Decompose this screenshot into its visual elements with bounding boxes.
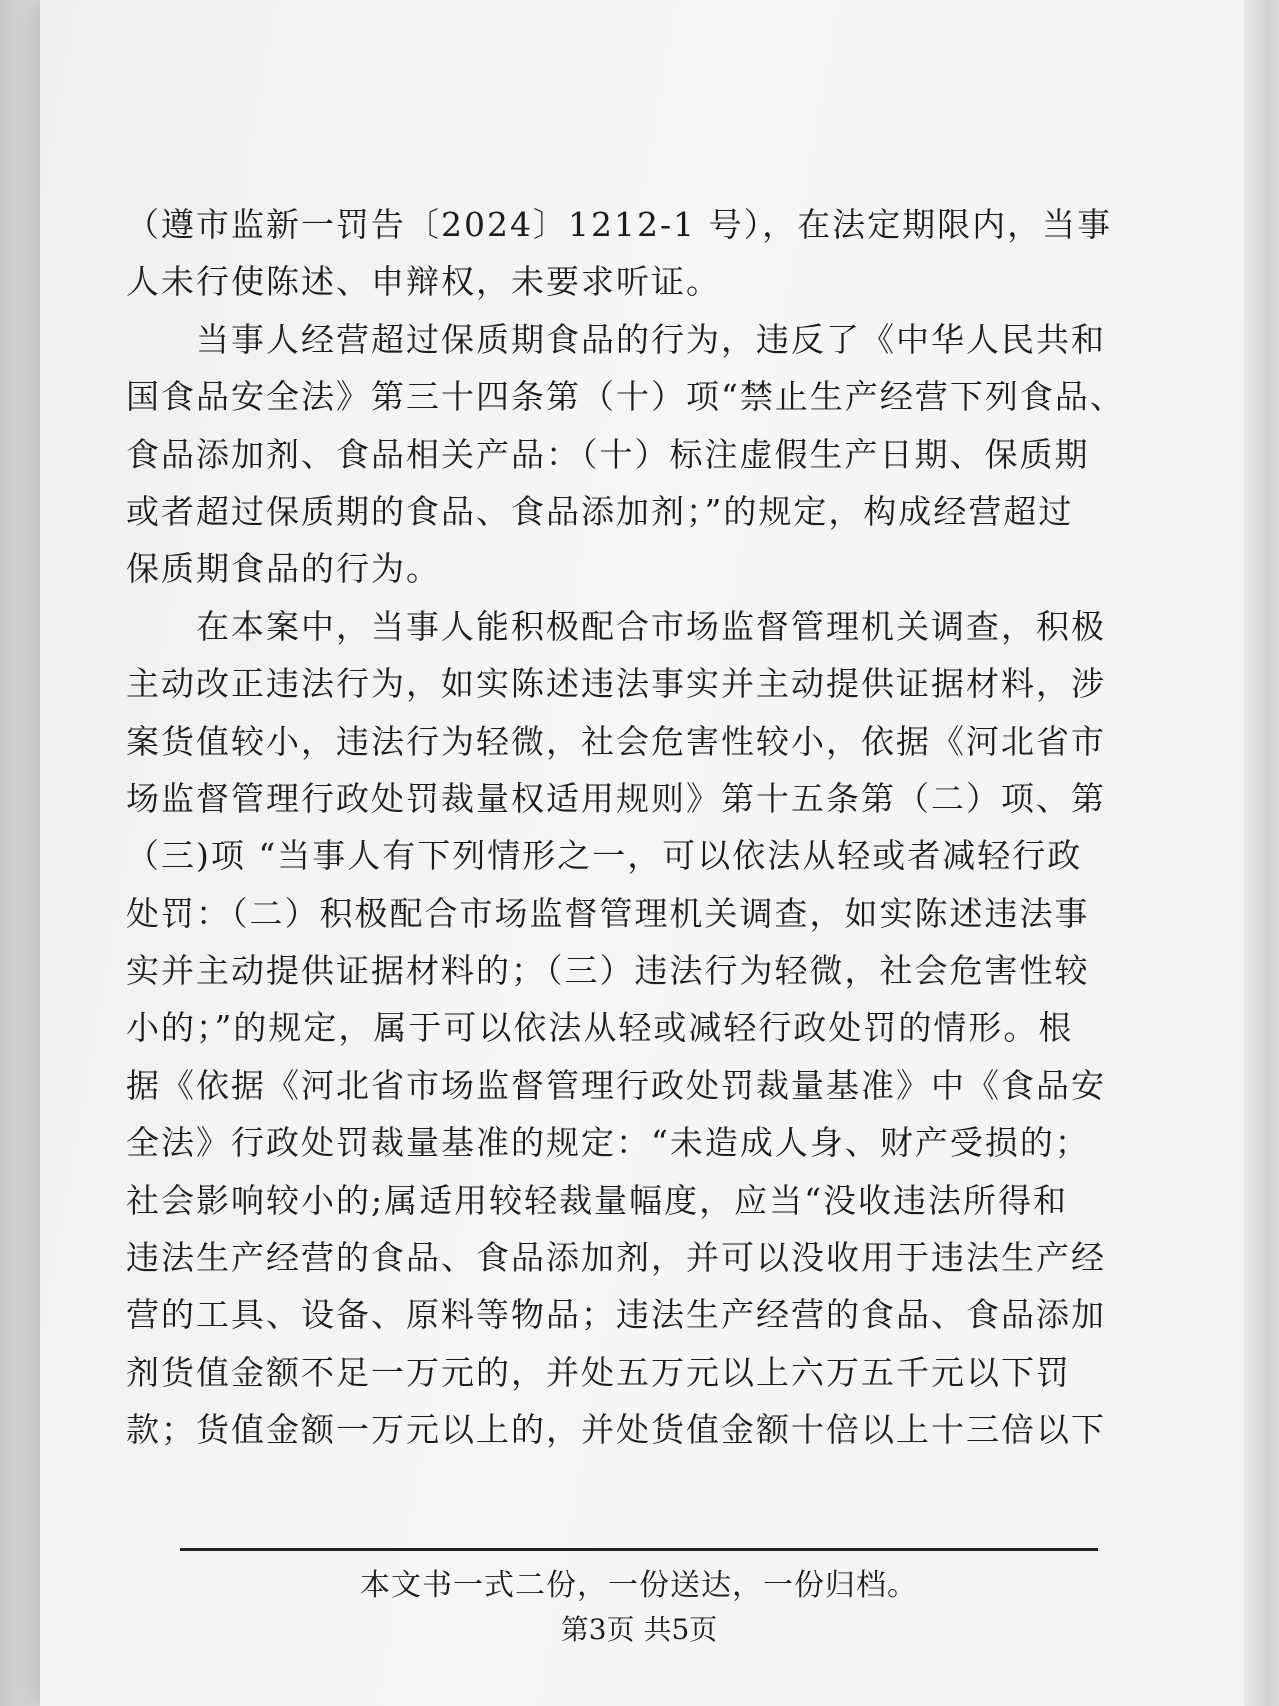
body-line: 主动改正违法行为，如实陈述违法事实并主动提供证据材料，涉 [126,664,1106,704]
footer-divider [180,1548,1098,1551]
body-line: 款；货值金额一万元以上的，并处货值金额十倍以上十三倍以下 [126,1410,1106,1450]
document-body [126,196,1126,1459]
body-line: （三)项 “当事人有下列情形之一，可以依法从轻或者减轻行政 [126,836,1083,876]
footer-note: 本文书一式二份，一份送达，一份归档。 [360,1568,918,1603]
body-line: 国食品安全法》第三十四条第（十）项“禁止生产经营下列食品、 [126,377,1125,417]
body-line: 实并主动提供证据材料的；（三）违法行为轻微，社会危害性较 [126,951,1090,991]
body-line: 全法》行政处罚裁量基准的规定：“未造成人身、财产受损的； [126,1123,1090,1163]
body-line: 或者超过保质期的食品、食品添加剂；”的规定，构成经营超过 [126,491,1074,531]
body-line: 人未行使陈述、申辩权，未要求听证。 [126,262,721,302]
body-line: 保质期食品的行为。 [126,549,441,589]
body-line: 食品添加剂、食品相关产品：（十）标注虚假生产日期、保质期 [126,434,1090,474]
body-line: 处罚：（二）积极配合市场监督管理机关调查，如实陈述违法事 [126,893,1090,933]
body-line: （遵市监新一罚告〔2024〕1212-1 号），在法定期限内，当事 [126,205,1113,244]
body-line: 社会影响较小的;属适用较轻裁量幅度，应当“没收违法所得和 [126,1180,1068,1220]
page-number: 第3页 共5页 [560,1613,718,1646]
body-line: 营的工具、设备、原料等物品；违法生产经营的食品、食品添加 [126,1295,1106,1335]
body-line: 剂货值金额不足一万元的，并处五万元以上六万五千元以下罚 [126,1352,1071,1392]
body-line: 案货值较小，违法行为轻微，社会危害性较小，依据《河北省市 [126,721,1106,761]
body-line: 据《依据《河北省市场监督管理行政处罚裁量基准》中《食品安 [126,1065,1106,1105]
body-line: 违法生产经营的食品、食品添加剂，并可以没收用于违法生产经 [126,1238,1106,1278]
page-edge [1244,0,1270,1706]
body-line: 小的；”的规定，属于可以依法从轻或减轻行政处罚的情形。根 [126,1008,1074,1048]
body-line: 在本案中，当事人能积极配合市场监督管理机关调查，积极 [126,606,1106,646]
body-line: 场监督管理行政处罚裁量权适用规则》第十五条第（二）项、第 [126,778,1106,818]
body-line: 当事人经营超过保质期食品的行为，违反了《中华人民共和 [126,319,1106,359]
